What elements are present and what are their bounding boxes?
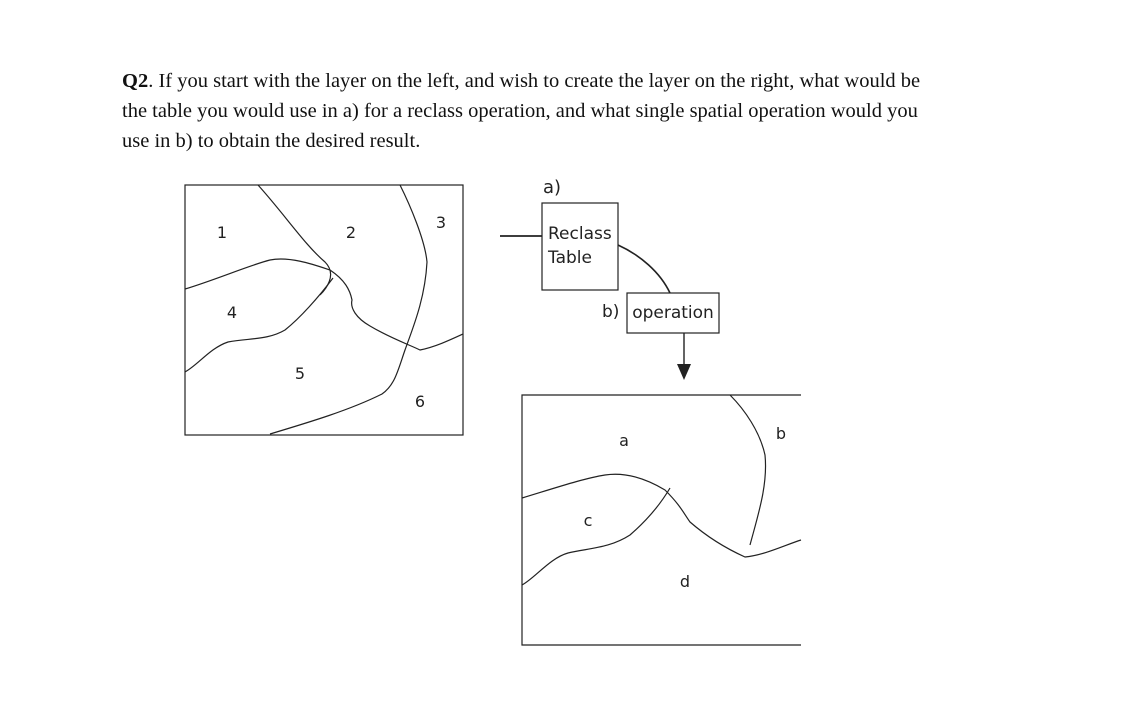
step-b-label: b) (602, 302, 620, 322)
reclass-to-operation-curve (618, 245, 670, 293)
zone-label-1: 1 (216, 223, 228, 242)
zone-label-a: a (619, 431, 629, 450)
output-zone-labels (584, 424, 786, 591)
process-flow (500, 177, 719, 380)
zone-label-c: c (583, 511, 593, 530)
step-a-label: a) (542, 177, 562, 198)
zone-label-2: 2 (345, 223, 357, 242)
input-zone-labels (217, 213, 446, 411)
operation-label: operation (632, 303, 714, 323)
output-boundary-c-d-b (522, 474, 801, 557)
question-label: Q2 (122, 70, 149, 92)
output-layer (522, 395, 801, 645)
input-boundary-4-5 (185, 278, 333, 372)
zone-label-6: 6 (414, 392, 426, 411)
input-boundary-1-2 (258, 185, 331, 295)
output-boundary-c (522, 488, 670, 585)
reclass-label-line2: Table (548, 248, 592, 268)
output-boundary-b (730, 395, 766, 545)
question-body: . If you start with the layer on the left, and wish to create the layer on the right, what would be the table you would use in a) for a reclass operation, and what single spatial operation would you use in b) to obtain the desired result. (122, 70, 921, 152)
zone-label-d: d (679, 572, 691, 591)
arrow-down-icon (677, 364, 691, 380)
reclass-table-box (542, 203, 618, 290)
zone-label-3: 3 (435, 213, 447, 232)
reclass-label-line1: Reclass (548, 224, 612, 244)
zone-label-b: b (775, 424, 787, 443)
zone-label-4: 4 (226, 303, 238, 322)
output-layer-frame (522, 395, 801, 645)
zone-label-5: 5 (294, 364, 306, 383)
